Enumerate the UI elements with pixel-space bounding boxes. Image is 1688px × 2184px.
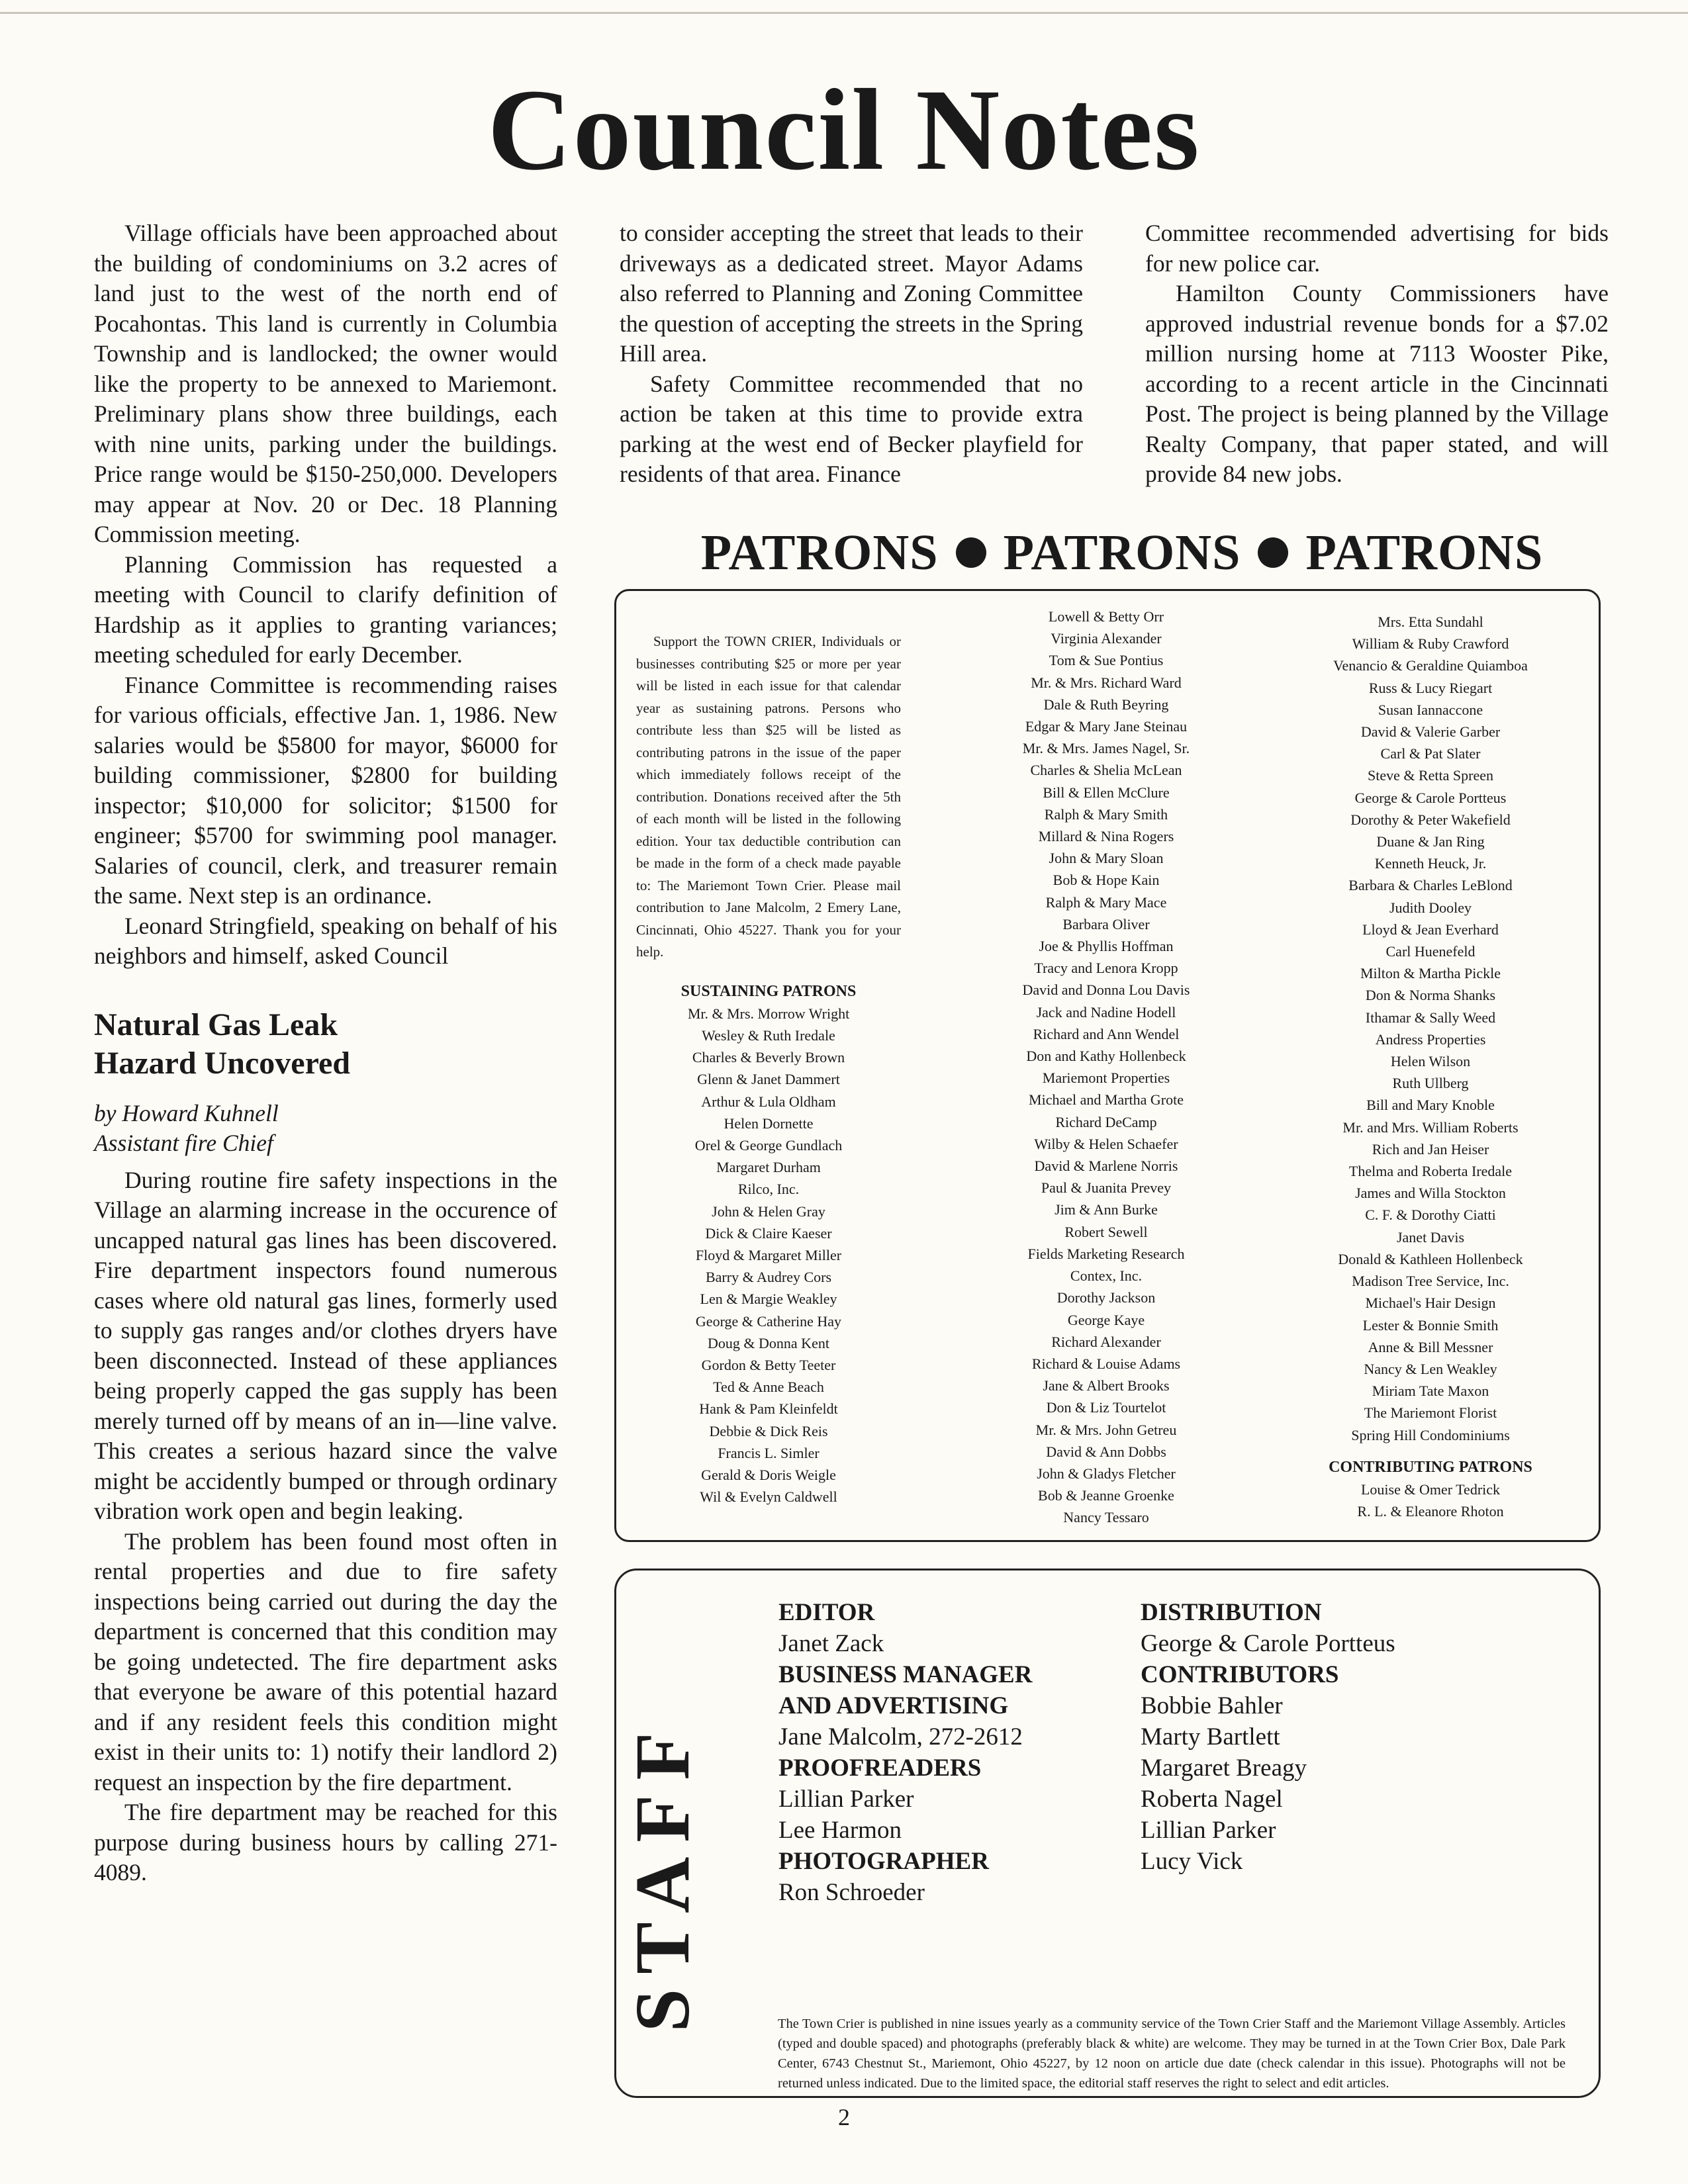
patron-name: Lillian Parker [1141,1817,1276,1844]
staff-name: Lee Harmon [778,1817,902,1844]
staff-role: PHOTOGRAPHER [778,1848,989,1875]
patron-name: Bobbie Bahler [1141,1692,1283,1719]
staff-name: Janet Zack [778,1630,884,1657]
patron-name: Hank & Pam Kleinfeldt [699,1400,838,1418]
staff-fine-print: The Town Crier is published in nine issues yearly as a community service of the Town Crier Staff and the Mariemont Village Assembly. Articles (typed and double spaced) and photographs (preferably black & white) are welcome. They may be turned in at the Town Crier Box, Dale Park Center, 6743 Chestnut St., Mariemont, Ohio 45227, by 12 noon on article due date (check calendar in this issue). Photographs will not be returned unless indicated. Due to the limited space, the editorial staff reserves the right to select and edit articles. [778,2017,1566,2091]
council-paragraph-split: Leonard Stringfield, speaking on behalf of his neighbors and himself, asked Council [94,912,557,969]
patron-name: Tom & Sue Pontius [1049,652,1164,669]
patron-name: Charles & Beverly Brown [692,1049,845,1066]
patron-name: Nancy & Len Weakley [1364,1360,1497,1377]
patron-name: Bill and Mary Knoble [1366,1097,1495,1114]
patron-name: Bob & Jeanne Groenke [1038,1487,1174,1504]
patron-name: Kenneth Heuck, Jr. [1374,855,1487,872]
patrons-word: PATRONS [1003,525,1241,580]
page-title: Council Notes [487,66,1201,195]
patron-name: Donald & Kathleen Hollenbeck [1338,1250,1523,1267]
patron-list [1298,1479,1563,1522]
top-rule [0,12,1688,14]
patron-name: Wil & Evelyn Caldwell [700,1488,837,1506]
contributing-heading: CONTRIBUTING PATRONS [1329,1458,1532,1476]
patron-name: Robert Sewell [1064,1223,1148,1240]
patron-name: Fields Marketing Research [1027,1245,1185,1262]
staff-name: George & Carole Portteus [1141,1630,1395,1657]
council-paragraph: Village officials have been approached about the building of condominiums on 3.2 acres of land just to the west of the north end of Pocahontas. This land is currently in Columbia Township and is landlocked; the owner would like the property to be annexed to Mariemont. Preliminary plans show three buildings, each with nine units, parking under the buildings. Price range would be $150-250,000. Developers may appear at Nov. 20 or Dec. 18 Planning Commission meeting. [94,220,557,547]
patron-name: Don & Norma Shanks [1365,987,1496,1004]
patron-name: Lucy Vick [1141,1848,1243,1875]
staff-name: Ron Schroeder [778,1879,925,1906]
patron-name: Wesley & Ruth Iredale [702,1026,835,1044]
patron-name: Madison Tree Service, Inc. [1352,1273,1509,1290]
patron-name: C. F. & Dorothy Ciatti [1365,1206,1496,1224]
patron-name: Andress Properties [1375,1030,1486,1048]
patron-name: Venancio & Geraldine Quiamboa [1333,657,1528,674]
patron-name: Duane & Jan Ring [1376,833,1485,850]
patron-name: Rilco, Inc. [737,1181,800,1198]
council-paragraph: Finance Committee is recommending raises for various officials, effective Jan. 1, 1986. New salaries would be $5800 for mayor, $6000 for building commissioner, $2800 for building inspector; $10,000 for solicitor; $1500 for engineer; $5700 for swimming pool manager. Salaries of council, clerk, and treasurer remain the same. Next step is an ordinance. [94,671,557,909]
patron-name: Janet Davis [1396,1228,1465,1246]
patron-list [636,1003,901,1508]
patron-name: Carl Huenefeld [1385,943,1476,960]
council-paragraph-split: Safety Committee recommended that no action be taken at this time to provide extra parking at the west end of Becker playfield for residents of that area. Finance [620,370,1083,487]
staff-role: AND ADVERTISING [778,1692,1009,1719]
patron-name: Mr. & Mrs. John Getreu [1035,1421,1177,1438]
bullet-dot-icon [956,537,986,568]
patron-name: David & Marlene Norris [1034,1158,1178,1175]
staff-role: BUSINESS MANAGER [778,1661,1033,1688]
patron-name: Spring Hill Condominiums [1351,1426,1510,1443]
patron-name: Anne & Bill Messner [1368,1338,1493,1355]
patron-name: Jack and Nadine Hodell [1036,1003,1176,1021]
patrons-word: PATRONS [700,525,939,580]
patron-name: Mr. & Mrs. Richard Ward [1031,674,1182,691]
patron-name: David & Ann Dobbs [1046,1443,1166,1460]
patron-name: Ithamar & Sally Weed [1365,1009,1496,1026]
patron-name: Dale & Ruth Beyring [1043,696,1169,713]
patron-name: Charles & Shelia McLean [1030,762,1182,779]
patron-name: William & Ruby Crawford [1352,635,1509,653]
patron-name: Don & Liz Tourtelot [1046,1399,1166,1416]
patron-name: Helen Dornette [724,1115,814,1132]
patron-name: Margaret Breagy [1141,1754,1307,1782]
patron-name: Marty Bartlett [1141,1723,1280,1751]
patron-name: Don and Kathy Hollenbeck [1026,1048,1186,1065]
patrons-column-1 [636,631,901,1508]
gas-paragraph: During routine fire safety inspections in the Village an alarming increase in the occurence of uncapped natural gas lines has been discovered. Fire department inspectors found numerous cases where old natural gas lines, formerly used to supply gas ranges and/or clothes dryers have been disconnected. Instead of these appliances being properly capped the gas supply has been merely turned off by means of an in—line valve. This creates a serious hazard since the valve might be accidently bumped or through ordinary vibration work open and begin leaking. [94,1166,557,1524]
bullet-dot-icon [1258,537,1288,568]
patron-name: Mrs. Etta Sundahl [1378,614,1483,630]
patrons-word: PATRONS [1305,525,1544,580]
patron-name: Margaret Durham [716,1159,821,1176]
patron-name: Susan Iannaccone [1378,701,1483,718]
patron-name: Mr. & Mrs. Morrow Wright [687,1005,850,1022]
column-3 [1145,218,1609,490]
council-paragraph: Planning Commission has requested a meeting with Council to clarify definition of Hardship as it applies to granting variances; meeting scheduled for early December. [94,551,557,668]
patron-name: George & Carole Portteus [1354,789,1507,806]
staff-role: DISTRIBUTION [1141,1599,1322,1626]
patron-name: Len & Margie Weakley [700,1291,837,1308]
patron-name: Ruth Ullberg [1392,1075,1469,1092]
staff-role: EDITOR [778,1599,875,1626]
patron-name: The Mariemont Florist [1364,1404,1497,1422]
patron-name: Nancy Tessaro [1063,1509,1149,1526]
patron-name: Ralph & Mary Smith [1044,805,1168,823]
staff-column-2 [1141,1597,1538,1877]
gas-paragraph: The problem has been found most often in rental properties and due to fire safety inspections being carried out during the day the department is concerned that this condition may be going undetected. The fire department asks that everyone be aware of this potential hazard and if any resident feels this condition might exist in their units to: 1) notify their landlord 2) request an inspection by the fire department. [94,1527,557,1796]
patron-name: Floyd & Margaret Miller [695,1246,842,1263]
column-2 [620,218,1083,490]
patron-name: Tracy and Lenora Kropp [1034,960,1178,977]
patron-name: Bill & Ellen McClure [1043,784,1170,801]
staff-vertical-label: STAFF [619,1717,706,2032]
patron-name: Gordon & Betty Teeter [701,1356,836,1373]
patron-name: Mariemont Properties [1042,1069,1170,1087]
gas-paragraph: The fire department may be reached for this purpose during business hours by calling 271-4089. [94,1799,557,1886]
patron-name: Roberta Nagel [1141,1786,1283,1813]
patron-name: John & Mary Sloan [1049,850,1164,867]
patron-name: Gerald & Doris Weigle [701,1466,836,1483]
patron-name: Lloyd & Jean Everhard [1362,921,1499,938]
patron-name: Dick & Claire Kaeser [705,1224,832,1242]
patron-name: Lester & Bonnie Smith [1362,1316,1499,1334]
patron-name: Louise & Omer Tedrick [1360,1480,1501,1498]
patron-name: Michael and Martha Grote [1029,1091,1184,1109]
patron-name: Mr. & Mrs. James Nagel, Sr. [1022,740,1190,757]
staff-column-1 [778,1597,1123,1908]
patron-name: Barbara Oliver [1062,915,1150,933]
patron-name: Russ & Lucy Riegart [1368,679,1493,696]
gas-article-heading [94,1006,557,1083]
page-number: 2 [838,2104,850,2130]
patron-name: Richard and Ann Wendel [1033,1025,1180,1042]
patron-name: Millard & Nina Rogers [1038,828,1174,845]
patron-name: Helen Wilson [1390,1053,1471,1070]
patron-name: Rich and Jan Heiser [1372,1140,1489,1158]
patron-name: Carl & Pat Slater [1380,745,1481,762]
patron-name: Steve & Retta Spreen [1367,767,1493,784]
patron-name: Contex, Inc. [1070,1267,1143,1285]
patron-name: Milton & Martha Pickle [1360,965,1501,982]
council-continuation: Committee recommended advertising for bids for new police car. [1145,220,1609,277]
staff-box [614,1569,1601,2098]
patron-name: Barbara & Charles LeBlond [1348,877,1513,894]
support-notice: Support the TOWN CRIER, Individuals or businesses contributing $25 or more per year will be listed in each issue for that calendar year as sustaining patrons. Persons who contribute less than $25 will be listed as contributing patrons in the issue of the paper which immediately follows receipt of the contribution. Donations received after the 5th of each month will be listed in the following edition. Your tax deductible contribution can be made in the form of a check made payable to: The Mariemont Town Crier. Please mail contribution to Jane Malcolm, 2 Emery Lane, Cincinnati, Ohio 45227. Thank you for your help. [636,633,901,960]
patrons-column-3 [1298,611,1563,1522]
patron-name: Edgar & Mary Jane Steinau [1025,718,1188,735]
patron-name: Francis L. Simler [718,1444,820,1461]
patron-name: Richard DeCamp [1055,1113,1157,1130]
patrons-header [616,523,1628,582]
patron-name: Wilby & Helen Schaefer [1034,1135,1178,1152]
patron-name: Ted & Anne Beach [713,1379,824,1396]
patron-name: Michael's Hair Design [1365,1295,1496,1312]
sustaining-heading: SUSTAINING PATRONS [680,982,857,1000]
patron-list [974,606,1239,1529]
byline-author: by Howard Kuhnell [94,1099,279,1126]
byline [94,1099,557,1159]
patron-name: Orel & George Gundlach [694,1136,843,1154]
patron-name: Miriam Tate Maxon [1372,1383,1489,1400]
patron-name: George Kaye [1067,1311,1145,1328]
patron-name: Judith Dooley [1389,899,1472,916]
patron-name: Thelma and Roberta Iredale [1348,1163,1513,1180]
patron-name: James and Willa Stockton [1355,1185,1506,1202]
patron-name: R. L. & Eleanore Rhoton [1357,1503,1504,1520]
patron-name: George & Catherine Hay [695,1312,842,1330]
patron-name: Jim & Ann Burke [1055,1201,1158,1218]
patron-name: Arthur & Lula Oldham [701,1093,836,1110]
patron-name: Virginia Alexander [1051,630,1162,647]
patron-name: John & Helen Gray [712,1203,825,1220]
column-1 [94,218,557,1888]
patron-name: Jane & Albert Brooks [1043,1377,1170,1394]
patrons-box [614,589,1601,1542]
patron-name: Debbie & Dick Reis [709,1422,828,1439]
staff-name: Jane Malcolm, 272-2612 [778,1723,1023,1751]
council-continuation: to consider accepting the street that leads to their driveways as a dedicated street. Mayor Adams also referred to Planning and Zoning Committee the question of accepting the streets in the Spring Hill area. [620,220,1083,367]
contributor-list [1141,1690,1538,1877]
patron-name: Dorothy Jackson [1056,1289,1156,1306]
patron-name: Barry & Audrey Cors [705,1269,832,1286]
patrons-column-2 [974,606,1239,1529]
patron-name: Joe & Phyllis Hoffman [1039,938,1174,955]
staff-role: PROOFREADERS [778,1754,982,1782]
council-paragraph: Hamilton County Commissioners have approved industrial revenue bonds for a $7.02 million nursing home at 7113 Wooster Pike, according to a recent article in the Cincinnati Post. The project is being planned by the Village Realty Company, that paper stated, and will provide 84 new jobs. [1145,280,1609,487]
byline-title: Assistant fire Chief [94,1130,273,1156]
patron-name: Mr. and Mrs. William Roberts [1342,1118,1519,1136]
patron-name: Lowell & Betty Orr [1048,608,1164,625]
patron-name: John & Gladys Fletcher [1037,1465,1176,1482]
patron-name: Richard Alexander [1051,1333,1161,1350]
patron-name: Paul & Juanita Prevey [1041,1179,1172,1197]
patron-name: David and Donna Lou Davis [1022,981,1190,999]
gas-heading-line: Hazard Uncovered [94,1045,351,1081]
patron-list [1298,611,1563,1446]
gas-heading-line: Natural Gas Leak [94,1007,338,1042]
staff-role: CONTRIBUTORS [1141,1661,1339,1688]
patron-name: Doug & Donna Kent [708,1334,829,1351]
patron-name: Ralph & Mary Mace [1045,893,1167,911]
patron-name: Dorothy & Peter Wakefield [1350,811,1511,828]
patron-name: Richard & Louise Adams [1031,1355,1181,1372]
staff-name: Lillian Parker [778,1786,914,1813]
patron-name: David & Valerie Garber [1360,723,1501,741]
patron-name: Glenn & Janet Dammert [697,1071,840,1088]
patron-name: Bob & Hope Kain [1053,872,1160,889]
